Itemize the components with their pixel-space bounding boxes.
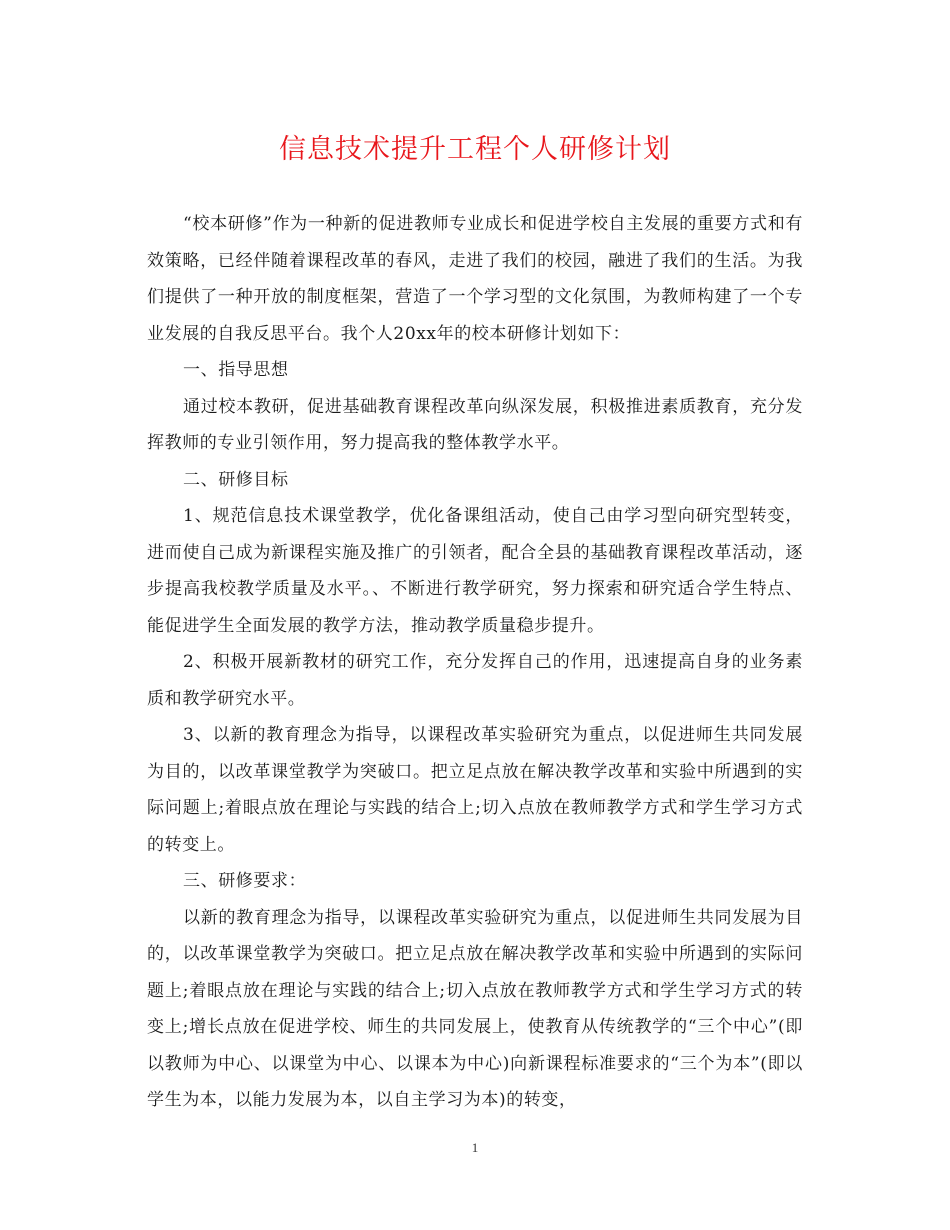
- paragraph-intro: “校本研修”作为一种新的促进教师专业成长和促进学校自主发展的重要方式和有效策略，已经伴随着课程改革的春风，走进了我们的校园，融进了我们的生活。为我们提供了一种开放的制度框架，营造了一个学习型的文化氛围，为教师构建了一个专业发展的自我反思平台。我个人20xx年的校本研修计划如下：: [147, 214, 803, 344]
- paragraph-goal-2: 2、积极开展新教材的研究工作，充分发挥自己的作用，迅速提高自身的业务素质和教学研究水平。: [147, 652, 803, 709]
- paragraph-requirements: 以新的教育理念为指导，以课程改革实验研究为重点，以促进师生共同发展为目的，以改革课堂教学为突破口。把立足点放在解决教学改革和实验中所遇到的实际问题上;着眼点放在理论与实践的结合上;切入点放在教师教学方式和学生学习方式的转变上;增长点放在促进学校、师生的共同发展上，使教育从传统教学的“三个中心”(即以教师为中心、以课堂为中心、以课本为中心)向新课程标准要求的“三个为本”(即以学生为本，以能力发展为本，以自主学习为本)的转变，: [147, 907, 803, 1110]
- document-body: [147, 206, 803, 1119]
- paragraph-goal-3: 3、以新的教育理念为指导，以课程改革实验研究为重点，以促进师生共同发展为目的，以改革课堂教学为突破口。把立足点放在解决教学改革和实验中所遇到的实际问题上;着眼点放在理论与实践的结合上;切入点放在教师教学方式和学生学习方式的转变上。: [147, 725, 803, 855]
- section-heading-guiding-ideology: 一、指导思想: [183, 360, 289, 380]
- paragraph-guiding-ideology: 通过校本教研，促进基础教育课程改革向纵深发展，积极推进素质教育，充分发挥教师的专业引领作用，努力提高我的整体教学水平。: [147, 396, 803, 453]
- section-heading-goals: 二、研修目标: [183, 469, 289, 490]
- document-title: 信息技术提升工程个人研修计划: [279, 134, 671, 165]
- section-heading-requirements: 三、研修要求：: [183, 871, 307, 891]
- page-number: 1: [471, 1140, 479, 1155]
- paragraph-goal-1: 1、规范信息技术课堂教学，优化备课组活动，使自己由学习型向研究型转变，进而使自己成为新课程实施及推广的引领者，配合全县的基础教育课程改革活动，逐步提高我校教学质量及水平。、不断进行教学研究，努力探索和研究适合学生特点、能促进学生全面发展的教学方法，推动教学质量稳步提升。: [147, 506, 803, 636]
